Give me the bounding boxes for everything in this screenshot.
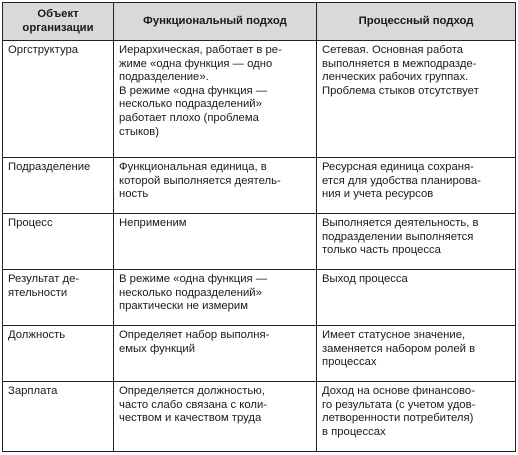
cell-functional: Иерархическая, работает в ре- жиме «одна функция — одно подразделение». В режиме «одна функция — несколько подразделений» работает плохо (проблема стыков) [114,41,317,158]
table-row [3,214,516,270]
table-row [3,270,516,326]
cell-process: Имеет статусное значение, заменяется набором ролей в процессах [317,326,516,382]
cell-functional: В режиме «одна функция — несколько подразделений» практически не измерим [114,270,317,326]
cell-object: Процесс [3,214,114,270]
cell-process: Доход на основе финансово- го результата (с учетом удов- летворенности потребителя) в процессах [317,382,516,452]
cell-process: Сетевая. Основная работа выполняется в межподразде- ленческих рабочих группах. Проблема стыков отсутствует [317,41,516,158]
table-row [3,158,516,214]
comparison-table [2,2,516,452]
table-row [3,41,516,158]
cell-functional: Неприменим [114,214,317,270]
cell-object: Оргструктура [3,41,114,158]
cell-process: Выполняется деятельность, в подразделении выполняется только часть процесса [317,214,516,270]
cell-functional: Определяется должностью, часто слабо связана с коли- чеством и качеством труда [114,382,317,452]
header-object: Объект организации [3,3,114,41]
cell-object: Результат де- ятельности [3,270,114,326]
cell-functional: Функциональная единица, в которой выполняется деятель- ность [114,158,317,214]
cell-process: Выход процесса [317,270,516,326]
table-header-row [3,3,516,41]
header-functional-approach: Функциональный подход [114,3,317,41]
cell-object: Должность [3,326,114,382]
cell-object: Зарплата [3,382,114,452]
cell-process: Ресурсная единица сохраня- ется для удобства планирова- ния и учета ресурсов [317,158,516,214]
cell-functional: Определяет набор выполня- емых функций [114,326,317,382]
cell-object: Подразделение [3,158,114,214]
header-process-approach: Процессный подход [317,3,516,41]
comparison-table-container [2,2,515,452]
table-row [3,326,516,382]
table-row [3,382,516,452]
